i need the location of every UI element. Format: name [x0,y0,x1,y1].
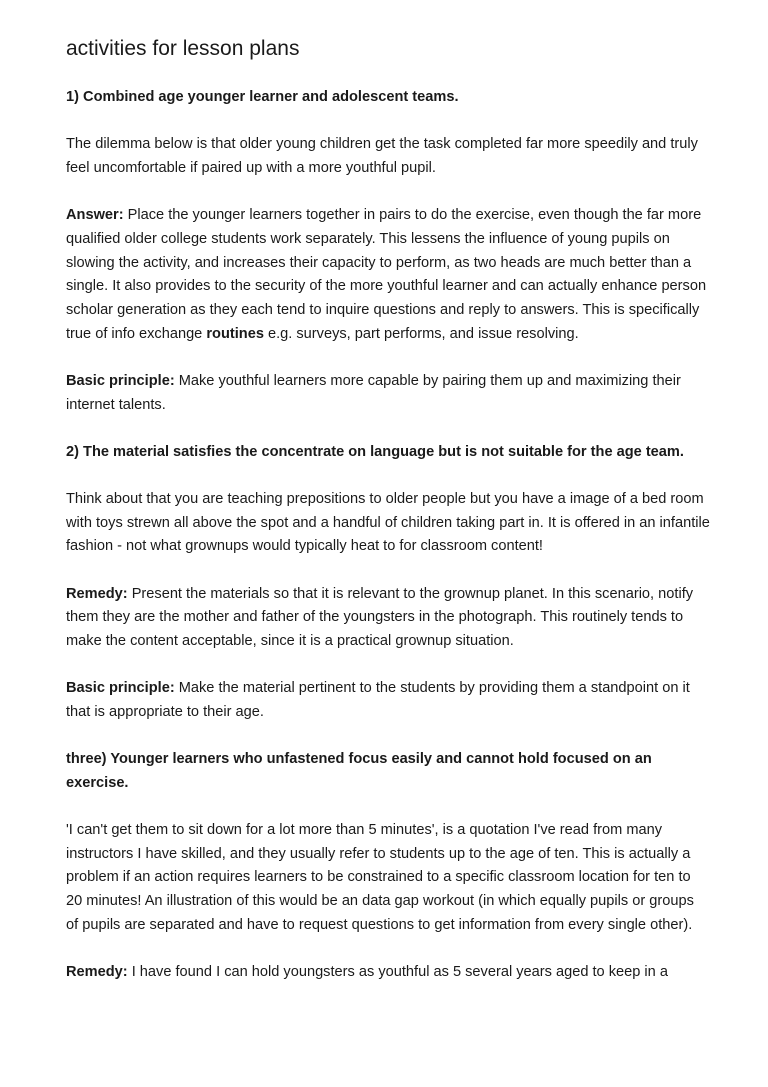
section-1-heading: 1) Combined age younger learner and adolescent teams. [66,89,459,105]
remedy-label: Remedy: [66,585,128,602]
section-2-intro: Think about that you are teaching prepositions to older people but you have a image of a bed room with toys strewn all above the spot and a handful of children taking part in. It is offered in an infantile fashion - not what grownups would typically heat to for classroom content! [66,490,710,555]
section-1-principle [66,370,710,417]
section-3-heading: three) Younger learners who unfastened focus easily and cannot hold focused on an exercise. [66,751,652,791]
answer-text-part-1: Place the younger learners together in pairs to do the exercise, even though the far more qualified older college students work separately. This lessens the influence of young pupils on slowing the activity, and increases their capacity to perform, as two heads are much better than a single. It also provides to the security of the more youthful learner and can actually enhance person scholar generation as they each tend to inquire questions and reply to answers. This is specifically true of info exchange [66,207,707,342]
principle-text: Make youthful learners more capable by pairing them up and maximizing their internet talents. [66,372,681,413]
section-2-heading: 2) The material satisfies the concentrate on language but is not suitable for the age team. [66,443,684,460]
section-1-answer [66,204,710,346]
answer-text-part-2: e.g. surveys, part performs, and issue resolving. [263,325,579,342]
remedy-text: Present the materials so that it is relevant to the grownup planet. In this scenario, notify them they are the mother and father of the youngsters in the photograph. This routinely tends to make the content acceptable, since it is a practical grownup situation. [66,585,694,649]
section-2-principle [66,677,710,724]
answer-bold-word: routines [206,325,264,342]
principle-label: Basic principle: [66,372,175,389]
principle-text: Make the material pertinent to the students by providing them a standpoint on it that is appropriate to their age. [66,680,690,720]
answer-label: Answer: [66,207,124,224]
section-2-remedy [66,583,710,654]
section-3-remedy [66,961,710,985]
remedy-text: I have found I can hold youngsters as youthful as 5 several years aged to keep in a [127,963,668,980]
section-1-intro: The dilemma below is that older young children get the task completed far more speedily and truly feel uncomfortable if paired up with a more youthful pupil. [66,136,698,176]
page-title: activities for lesson plans [66,37,300,60]
principle-label: Basic principle: [66,680,175,697]
section-3-intro: 'I can't get them to sit down for a lot more than 5 minutes', is a quotation I've read from many instructors I have skilled, and they usually refer to students up to the age of ten. This is actually a problem if an action requires learners to be constrained to a specific classroom location for ten to 20 minutes! An illustration of this would be an data gap workout (in which equally pupils or groups of pupils are separated and have to request questions to get information from every single other). [66,821,694,933]
remedy-label: Remedy: [66,963,128,980]
